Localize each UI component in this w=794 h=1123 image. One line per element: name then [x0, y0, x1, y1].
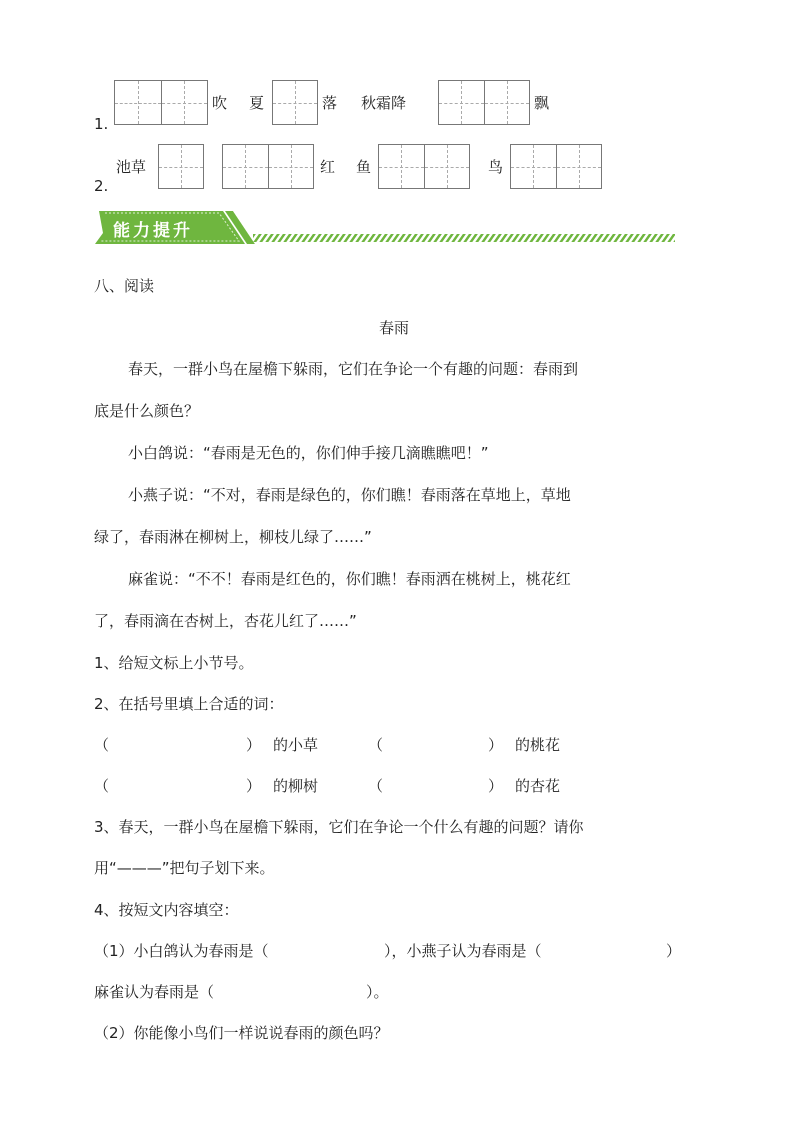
- word-chui: 吹: [212, 94, 228, 112]
- writing-grid-3[interactable]: [438, 80, 530, 125]
- writing-grid-7[interactable]: [510, 144, 602, 189]
- fill-item-grass: 的小草: [273, 736, 319, 754]
- writing-grid-2[interactable]: [272, 80, 318, 125]
- writing-grid-5[interactable]: [222, 144, 314, 189]
- passage-line: 春天，一群小鸟在屋檐下躲雨，它们在争论一个有趣的问题：春雨到: [128, 360, 579, 378]
- fill-open-paren: （: [368, 777, 384, 795]
- fill-item-willow: 的柳树: [273, 777, 319, 795]
- question-4-2: （2）你能像小鸟们一样说说春雨的颜色吗？: [94, 1024, 389, 1042]
- question-1: 1、给短文标上小节号。: [94, 654, 254, 672]
- question-4-1-part-d: 麻雀认为春雨是（: [94, 983, 215, 1001]
- passage-line: 小白鸽说：“春雨是无色的，你们伸手接几滴瞧瞧吧！”: [128, 444, 489, 462]
- writing-grid-6[interactable]: [378, 144, 470, 189]
- question-2: 2、在括号里填上合适的词：: [94, 695, 284, 713]
- writing-grid-4[interactable]: [158, 144, 204, 189]
- passage-line: 绿了，春雨淋在柳树上，柳枝儿绿了……”: [94, 528, 372, 546]
- fill-open-paren: （: [368, 736, 384, 754]
- fill-open-paren: （: [94, 736, 110, 754]
- question-4-1-part-c: ）: [666, 942, 682, 960]
- row1-number: 1.: [94, 115, 109, 133]
- word-xia: 夏: [249, 94, 265, 112]
- question-3-line2: 用“———”把句子划下来。: [94, 859, 275, 877]
- word-hong: 红: [320, 158, 336, 176]
- question-4: 4、按短文内容填空：: [94, 901, 239, 919]
- passage-line: 了，春雨滴在杏树上，杏花儿红了……”: [94, 612, 357, 630]
- question-4-1-part-b: ），小燕子认为春雨是（: [384, 942, 542, 960]
- writing-grid-1[interactable]: [114, 80, 208, 125]
- fill-item-apricot: 的杏花: [515, 777, 561, 795]
- question-3-line1: 3、春天，一群小鸟在屋檐下躲雨，它们在争论一个什么有趣的问题？请你: [94, 818, 584, 836]
- question-4-1-part-a: （1）小白鸽认为春雨是（: [94, 942, 269, 960]
- fill-open-paren: （: [94, 777, 110, 795]
- passage-line: 底是什么颜色？: [94, 402, 200, 420]
- row2-number: 2.: [94, 177, 109, 195]
- fill-close-paren: ）: [488, 736, 504, 754]
- word-chicao: 池草: [116, 158, 147, 176]
- fill-close-paren: ）: [246, 736, 262, 754]
- word-piao: 飘: [534, 94, 550, 112]
- banner-title: 能力提升: [113, 221, 193, 241]
- passage-line: 麻雀说：“不不！春雨是红色的，你们瞧！春雨洒在桃树上，桃花红: [128, 570, 571, 588]
- word-yu: 鱼: [356, 158, 372, 176]
- section-heading: 八、阅读: [94, 277, 155, 295]
- question-4-1-part-e: ）。: [366, 983, 389, 1001]
- passage-title: 春雨: [379, 319, 410, 337]
- word-qiushuangjiang: 秋霜降: [361, 94, 407, 112]
- passage-line: 小燕子说：“不对，春雨是绿色的，你们瞧！春雨落在草地上，草地: [128, 486, 571, 504]
- word-luo: 落: [322, 94, 338, 112]
- fill-close-paren: ）: [488, 777, 504, 795]
- word-niao: 鸟: [488, 158, 504, 176]
- fill-item-peach: 的桃花: [515, 736, 561, 754]
- fill-close-paren: ）: [246, 777, 262, 795]
